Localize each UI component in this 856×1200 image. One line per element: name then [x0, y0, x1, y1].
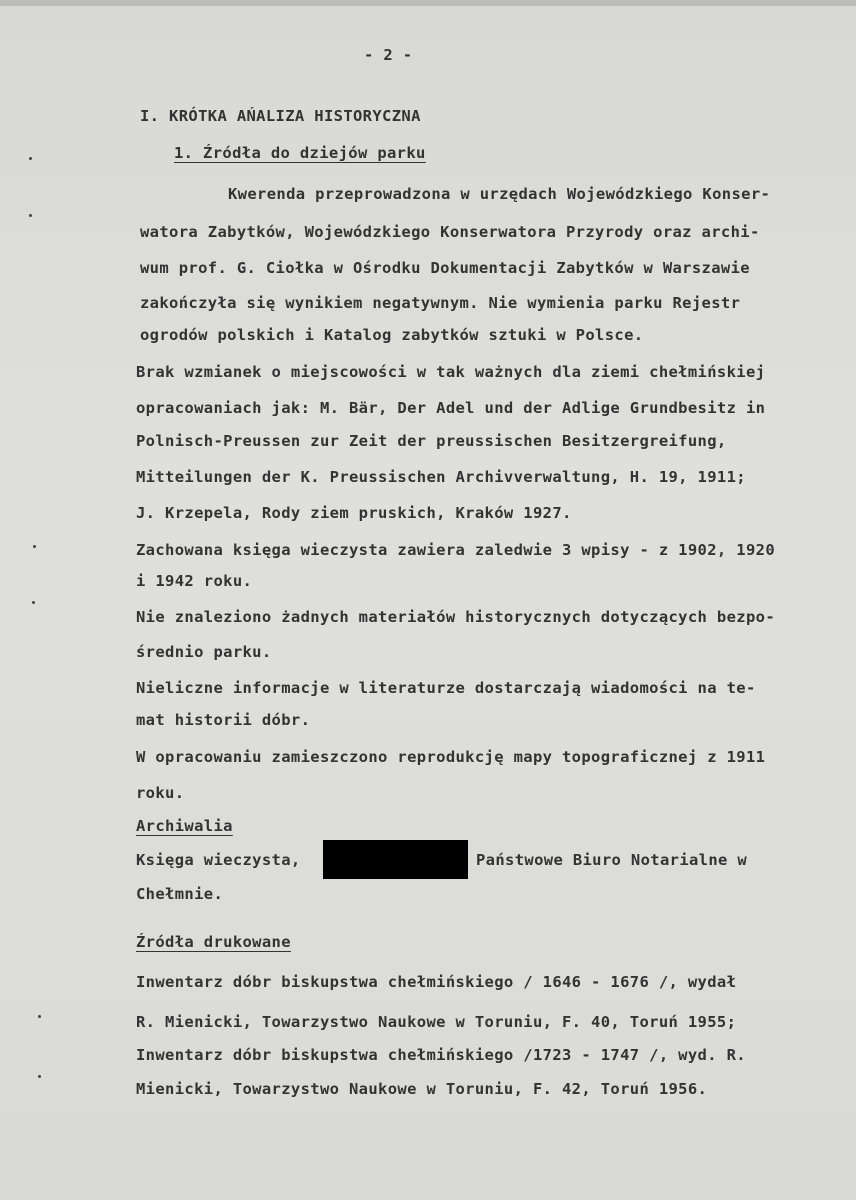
margin-mark: [38, 1075, 41, 1078]
text-line: Brak wzmianek o miejscowości w tak ważnych dla ziemi chełmińskiej: [136, 363, 766, 381]
text-line: średnio parku.: [136, 643, 272, 661]
text-line: mat historii dóbr.: [136, 711, 311, 729]
text-line: Polnisch-Preussen zur Zeit der preussischen Besitzergreifung,: [136, 432, 727, 450]
section-heading: I. KRÓTKA AŃALIZA HISTORYCZNA: [140, 107, 421, 125]
section-subheading: Archiwalia: [136, 817, 233, 835]
text-line: J. Krzepela, Rody ziem pruskich, Kraków 1927.: [136, 504, 572, 522]
text-line: roku.: [136, 784, 185, 802]
text-line: Nieliczne informacje w literaturze dostarczają wiadomości na te-: [136, 679, 756, 697]
section-subheading: Źródła drukowane: [136, 933, 291, 951]
text-line: Nie znaleziono żadnych materiałów historycznych dotyczących bezpo-: [136, 608, 775, 626]
text-line: R. Mienicki, Towarzystwo Naukowe w Toruniu, F. 40, Toruń 1955;: [136, 1013, 737, 1031]
text-line: Kwerenda przeprowadzona w urzędach Wojewódzkiego Konser-: [228, 185, 771, 203]
page-number: - 2 -: [364, 46, 413, 64]
text-line: ogrodów polskich i Katalog zabytków sztuki w Polsce.: [140, 326, 644, 344]
margin-mark: [29, 157, 32, 160]
text-line: Inwentarz dóbr biskupstwa chełmińskiego /1723 - 1747 /, wyd. R.: [136, 1046, 746, 1064]
margin-mark: [38, 1015, 41, 1018]
text-line: W opracowaniu zamieszczono reprodukcję mapy topograficznej z 1911: [136, 748, 766, 766]
text-line: opracowaniach jak: M. Bär, Der Adel und der Adlige Grundbesitz in: [136, 399, 766, 417]
margin-mark: [33, 545, 36, 548]
text-line: Księga wieczysta,: [136, 851, 301, 869]
redaction-block: [323, 840, 468, 879]
text-line: Państwowe Biuro Notarialne w: [476, 851, 748, 869]
subsection-heading: 1. Źródła do dziejów parku: [174, 144, 426, 162]
text-line: zakończyła się wynikiem negatywnym. Nie wymienia parku Rejestr: [140, 294, 741, 312]
text-line: Chełmnie.: [136, 885, 224, 903]
text-line: i 1942 roku.: [136, 572, 253, 590]
text-line: watora Zabytków, Wojewódzkiego Konserwatora Przyrody oraz archi-: [140, 223, 760, 241]
margin-mark: [32, 601, 35, 604]
text-line: Inwentarz dóbr biskupstwa chełmińskiego / 1646 - 1676 /, wydał: [136, 973, 737, 991]
margin-mark: [29, 214, 32, 217]
text-line: wum prof. G. Ciołka w Ośrodku Dokumentacji Zabytków w Warszawie: [140, 259, 750, 277]
text-line: Mienicki, Towarzystwo Naukowe w Toruniu, F. 42, Toruń 1956.: [136, 1080, 708, 1098]
scan-edge: [0, 0, 856, 6]
text-line: Mitteilungen der K. Preussischen Archivverwaltung, H. 19, 1911;: [136, 468, 746, 486]
text-line: Zachowana księga wieczysta zawiera zaledwie 3 wpisy - z 1902, 1920: [136, 541, 775, 559]
